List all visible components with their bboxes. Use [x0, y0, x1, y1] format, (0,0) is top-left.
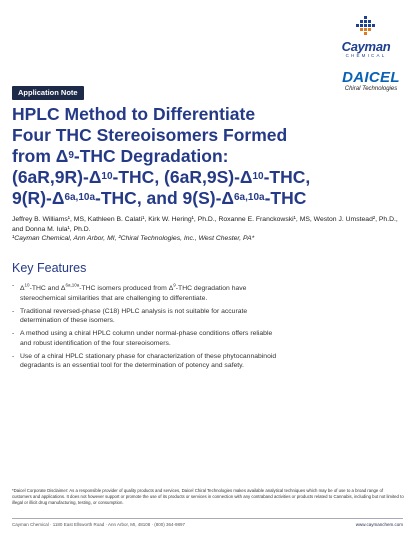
key-feature-item — [12, 329, 284, 348]
bullet-dash: - — [12, 330, 15, 338]
key-feature-text: $\Delta^{10}$-THC and $\Delta^{6a,10a}$-THC isomers produced from $\Delta^9$-THC degradation have stereochemical similarities that are challenging to differentiate. — [20, 283, 247, 302]
title-line: $9(R)-\Delta^{6a,10a}$-THC, and $9(S)-\Delta^{6a,10a}$-THC — [12, 188, 307, 208]
title-line: Four THC Stereoisomers Formed — [12, 125, 288, 145]
key-features-list — [12, 281, 284, 374]
cayman-logo — [331, 14, 401, 59]
footer-website-link[interactable]: www.caymanchem.com — [355, 522, 403, 527]
daicel-wordmark: DAICEL — [342, 69, 400, 86]
title-line: $(6aR,9R)-\Delta^{10}$-THC, $(6aR,9S)-\Delta^{10}$-THC, — [12, 167, 311, 187]
bullet-dash: - — [12, 282, 15, 289]
bullet-dash: - — [12, 307, 15, 315]
cayman-logo-icon — [351, 14, 381, 40]
author-block — [12, 215, 407, 244]
daicel-logo — [339, 70, 403, 93]
footer-divider — [12, 518, 403, 519]
title-line: HPLC Method to Differentiate — [12, 104, 256, 124]
daicel-subtitle: Chiral Technologies — [344, 86, 398, 92]
author-list: Jeffrey B. Williams¹, MS, Kathleen B. Calati¹, Kirk W. Hering¹, Ph.D., Roxanne E. Franckowski¹, MS, Weston J. Umstead², Ph.D., and Donna M. Iula¹, Ph.D. — [12, 216, 398, 233]
affiliations: ¹Cayman Chemical, Ann Arbor, MI, ²Chiral Technologies, Inc., West Chester, PA* — [12, 235, 255, 243]
footer-address: Cayman Chemical · 1180 East Ellsworth Road · Ann Arbor, MI, 48108 · (800) 364-9897 — [12, 522, 186, 527]
key-feature-text: Use of a chiral HPLC stationary phase for characterization of these phytocannabinoid degradants is an essential tool for the determination of potency and safety. — [20, 352, 277, 370]
key-features-heading: Key Features — [12, 261, 87, 275]
application-note-badge: Application Note — [12, 86, 84, 100]
bullet-dash: - — [12, 352, 15, 360]
cayman-subtitle: CHEMICAL — [345, 53, 387, 58]
page-title — [12, 104, 407, 209]
cayman-wordmark: Cayman — [341, 39, 391, 54]
key-feature-item — [12, 307, 284, 326]
key-feature-item — [12, 352, 284, 371]
title-line: from $\Delta^9$-THC Degradation: — [12, 146, 229, 166]
key-feature-text: A method using a chiral HPLC column under normal-phase conditions offers reliable and robust identification of the four stereoisomers. — [20, 330, 273, 347]
disclaimer: *Daicel Corporate Disclaimer: As a responsible provider of quality products and services, Daicel Chiral Technologies makes available analytical techniques which may be of use to a broad range of customers and applications. It does not however support or promote the use of its products or services in connection with any contraband activities or products related to Cannabis, including but not limited to illegal or illicit drug manufacturing, testing, or consumption. — [12, 488, 404, 505]
key-feature-text: Traditional reversed-phase (C18) HPLC analysis is not suitable for accurate determination of these isomers. — [20, 307, 248, 325]
key-feature-item — [12, 281, 284, 303]
